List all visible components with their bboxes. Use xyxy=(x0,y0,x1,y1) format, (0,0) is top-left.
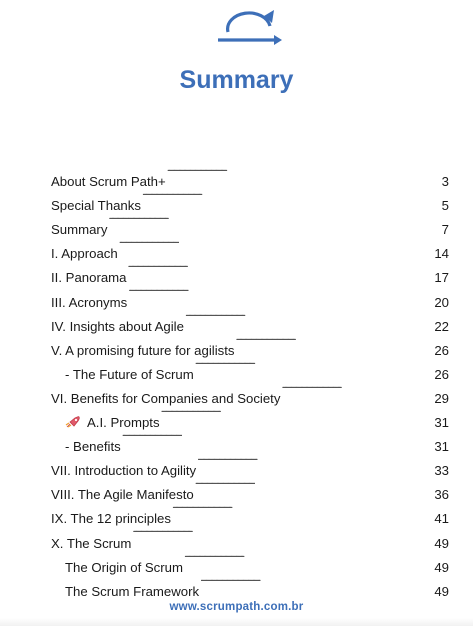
dot-leader xyxy=(119,234,434,258)
toc-entry-page: 29 xyxy=(434,390,449,406)
toc-entry-label: III. Acronyms xyxy=(51,294,128,310)
toc-entry-label: IX. The 12 principles xyxy=(51,511,171,527)
dot-leader xyxy=(184,548,433,572)
table-of-contents xyxy=(51,162,449,599)
dot-leader xyxy=(128,258,434,282)
toc-entry-page: 33 xyxy=(434,463,449,479)
dot-leader xyxy=(132,523,433,547)
toc-entry-label: - Benefits xyxy=(65,439,121,455)
rocket-icon xyxy=(65,416,81,428)
toc-entry-page: 26 xyxy=(434,366,449,382)
toc-entry-label: V. A promising future for agilists xyxy=(51,342,235,358)
toc-entry-page: 3 xyxy=(441,174,449,190)
dot-leader xyxy=(195,475,434,499)
dot-leader xyxy=(281,379,433,403)
dot-leader xyxy=(142,186,441,210)
toc-entry-label: VI. Benefits for Companies and Society xyxy=(51,390,281,406)
toc-entry-label: Summary xyxy=(51,222,108,238)
toc-entry[interactable] xyxy=(51,234,449,262)
dot-leader xyxy=(128,282,433,306)
page-bottom-edge xyxy=(0,618,473,626)
dot-leader xyxy=(197,451,433,475)
toc-entry-page: 20 xyxy=(434,294,449,310)
toc-entry-label: About Scrum Path+ xyxy=(51,174,166,190)
toc-entry-label: A.I. Prompts xyxy=(87,415,160,431)
toc-entry-label: VII. Introduction to Agility xyxy=(51,463,197,479)
toc-entry-page: 49 xyxy=(434,535,449,551)
toc-entry-label: VIII. The Agile Manifesto xyxy=(51,487,194,503)
toc-entry-page: 49 xyxy=(434,583,449,599)
toc-entry-label: Special Thanks xyxy=(51,198,141,214)
page-title: Summary xyxy=(179,66,294,94)
dot-leader xyxy=(200,572,433,596)
scrum-cycle-arrow-icon xyxy=(214,2,284,46)
dot-leader xyxy=(185,307,433,331)
toc-entry-label: The Scrum Framework xyxy=(65,583,200,599)
dot-leader xyxy=(167,162,441,186)
toc-entry-page: 31 xyxy=(434,415,449,431)
toc-entry[interactable] xyxy=(51,162,449,190)
toc-entry-page: 22 xyxy=(434,318,449,334)
toc-entry-page: 49 xyxy=(434,559,449,575)
toc-entry-label: X. The Scrum xyxy=(51,535,132,551)
dot-leader xyxy=(195,355,434,379)
toc-entry-page: 17 xyxy=(434,270,449,286)
dot-leader xyxy=(161,403,434,427)
toc-entry-page: 7 xyxy=(441,222,449,238)
toc-entry-label: IV. Insights about Agile xyxy=(51,318,184,334)
toc-entry-label: I. Approach xyxy=(51,246,118,262)
toc-entry-label: The Origin of Scrum xyxy=(65,559,183,575)
toc-entry-label: II. Panorama xyxy=(51,270,127,286)
toc-entry-page: 36 xyxy=(434,487,449,503)
website-footer[interactable]: www.scrumpath.com.br xyxy=(169,601,304,613)
toc-entry-page: 41 xyxy=(434,511,449,527)
dot-leader xyxy=(172,499,433,523)
dot-leader xyxy=(108,210,440,234)
toc-entry[interactable] xyxy=(51,210,449,238)
toc-entry-page: 26 xyxy=(434,342,449,358)
toc-entry-page: 5 xyxy=(441,198,449,214)
dot-leader xyxy=(236,331,434,355)
toc-entry-label: - The Future of Scrum xyxy=(65,366,194,382)
dot-leader xyxy=(122,427,434,451)
toc-entry-page: 14 xyxy=(434,246,449,262)
toc-entry-page: 31 xyxy=(434,439,449,455)
